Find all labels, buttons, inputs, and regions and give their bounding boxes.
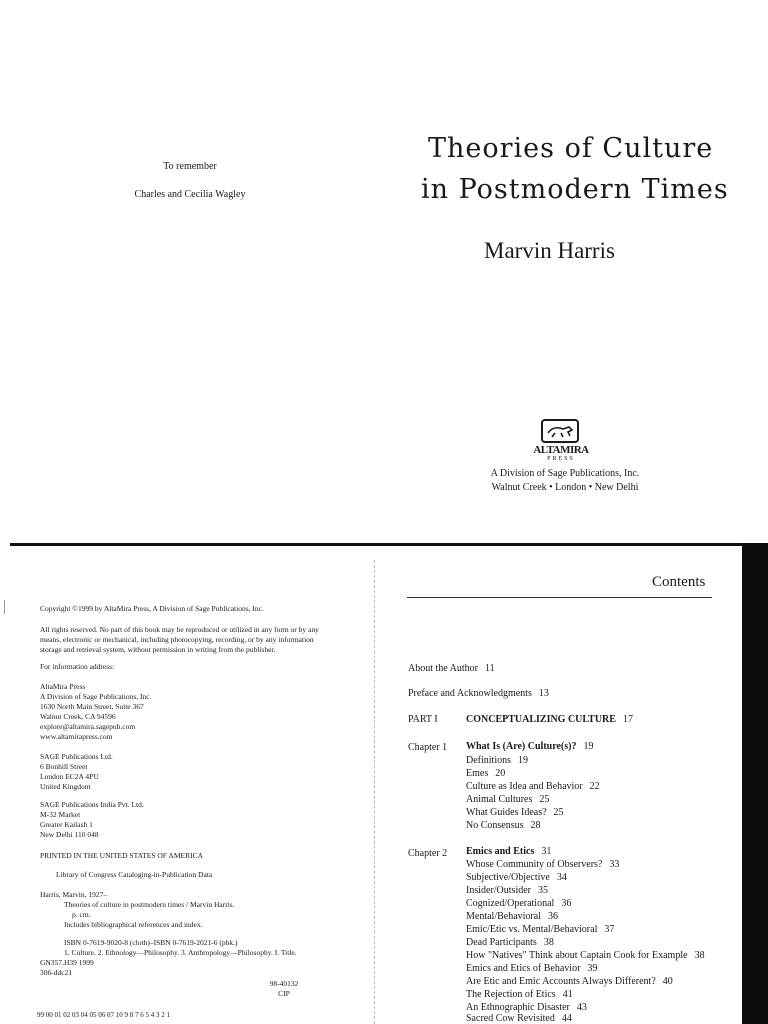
address-in-4: New Delhi 110 048	[40, 830, 99, 839]
toc-front-item[interactable]: About the Author 11	[408, 663, 495, 674]
toc-chapter-label: Chapter 2	[408, 848, 448, 859]
toc-chapter-title[interactable]: What Is (Are) Culture(s)? 19	[466, 741, 594, 752]
toc-part-title[interactable]: CONCEPTUALIZING CULTURE 17	[466, 714, 633, 725]
toc-item[interactable]: How "Natives" Think about Captain Cook for Example 38	[466, 950, 705, 961]
running-animal-icon	[541, 419, 579, 443]
address-us-5: explore@altamira.sagepub.com	[40, 722, 136, 731]
toc-item[interactable]: Cognized/Operational 36	[466, 898, 572, 909]
rights-line-1: All rights reserved. No part of this book may be reproduced or utilized in any form or by any	[40, 625, 319, 634]
cat-line-8: 306-ddc21	[40, 968, 73, 977]
dedication-line-1: To remember	[163, 161, 217, 172]
scan-edge	[742, 543, 768, 1024]
cat-line-3: p. cm.	[72, 910, 91, 919]
book-title-line-1: Theories of Culture	[428, 133, 714, 164]
toc-item[interactable]: Subjective/Objective 34	[466, 872, 567, 883]
address-us-4: Walnut Creek, CA 94596	[40, 712, 116, 721]
publisher-line-2: Walnut Creek • London • New Delhi	[491, 482, 639, 493]
publisher-logo-name: ALTAMIRA	[533, 444, 589, 456]
address-us-1: AltaMira Press	[40, 682, 86, 691]
address-in-3: Greater Kailash 1	[40, 820, 93, 829]
publisher-line-1: A Division of Sage Publications, Inc.	[490, 468, 640, 479]
toc-item[interactable]: Dead Participants 38	[466, 937, 554, 948]
cat-line-4: Includes bibliographical references and index.	[64, 920, 203, 929]
toc-item[interactable]: What Guides Ideas? 25	[466, 807, 564, 818]
toc-item[interactable]: Mental/Behavioral 36	[466, 911, 558, 922]
toc-chapter-label: Chapter 1	[408, 742, 448, 753]
cat-line-6: 1. Culture. 2. Ethnology—Philosophy. 3. Anthropology—Philosophy. I. Title.	[64, 948, 297, 957]
address-us-6: www.altamirapress.com	[40, 732, 113, 741]
page-divider	[10, 543, 768, 546]
address-uk-1: SAGE Publications Ltd.	[40, 752, 113, 761]
cat-line-1: Harris, Marvin, 1927–	[40, 890, 108, 899]
toc-item[interactable]: Sacred Cow Revisited 44	[466, 1013, 572, 1024]
publisher-logo-press: PRESS	[547, 456, 575, 462]
printed-in: PRINTED IN THE UNITED STATES OF AMERICA	[40, 851, 204, 860]
toc-item[interactable]: Emes 20	[466, 768, 506, 779]
dedication-line-2: Charles and Cecilia Wagley	[134, 189, 246, 200]
toc-front-item[interactable]: Preface and Acknowledgments 13	[408, 688, 549, 699]
toc-item[interactable]: Insider/Outsider 35	[466, 885, 548, 896]
toc-item[interactable]: Animal Cultures 25	[466, 794, 550, 805]
rights-line-2: means, electronic or mechanical, including photocopying, recording, or by any information	[40, 635, 314, 644]
toc-item[interactable]: Definitions 19	[466, 755, 528, 766]
address-uk-2: 6 Bonhill Street	[40, 762, 88, 771]
cat-line-5: ISBN 0-7619-9020-8 (cloth)–ISBN 0-7619-2021-6 (pbk.)	[64, 938, 238, 947]
rights-line-3: storage and retrieval system, without permission in writing from the publisher.	[40, 645, 276, 654]
toc-item[interactable]: Culture as Idea and Behavior 22	[466, 781, 600, 792]
address-us-3: 1630 North Main Street, Suite 367	[40, 702, 144, 711]
address-uk-3: London EC2A 4PU	[40, 772, 99, 781]
toc-part-label: PART I	[408, 714, 438, 725]
toc-item[interactable]: Whose Community of Observers? 33	[466, 859, 620, 870]
cat-line-7: GN357.H39 1999	[40, 958, 94, 967]
address-in-1: SAGE Publications India Pvt. Ltd.	[40, 800, 144, 809]
contents-rule	[407, 597, 712, 598]
toc-item[interactable]: No Consensus 28	[466, 820, 541, 831]
margin-mark	[4, 600, 5, 614]
address-us-2: A Division of Sage Publications, Inc.	[40, 692, 152, 701]
toc-item[interactable]: Are Etic and Emic Accounts Always Different? 40	[466, 976, 673, 987]
printing-line: 99 00 01 02 03 04 05 06 07 10 9 8 7 6 5 4 3 2 1	[37, 1011, 170, 1019]
toc-chapter-title[interactable]: Emics and Etics 31	[466, 846, 552, 857]
toc-item[interactable]: Emic/Etic vs. Mental/Behavioral 37	[466, 924, 615, 935]
cat-line-2: Theories of culture in postmodern times / Marvin Harris.	[64, 900, 235, 909]
address-in-2: M-32 Market	[40, 810, 81, 819]
loc-heading: Library of Congress Cataloging-in-Publication Data	[56, 870, 213, 879]
author-name: Marvin Harris	[484, 238, 615, 263]
toc-item[interactable]: An Ethnographic Disaster 43	[466, 1002, 587, 1013]
contents-heading: Contents	[652, 574, 706, 590]
cip-label: CIP	[278, 989, 290, 998]
book-title-line-2: in Postmodern Times	[421, 174, 729, 205]
copyright-line: Copyright ©1999 by AltaMira Press, A Division of Sage Publications, Inc.	[40, 604, 264, 613]
toc-item[interactable]: Emics and Etics of Behavior 39	[466, 963, 598, 974]
toc-item[interactable]: The Rejection of Etics 41	[466, 989, 573, 1000]
address-uk-4: United Kingdom	[40, 782, 91, 791]
lccn-number: 98-40132	[269, 979, 299, 988]
info-label: For information address:	[40, 662, 115, 671]
